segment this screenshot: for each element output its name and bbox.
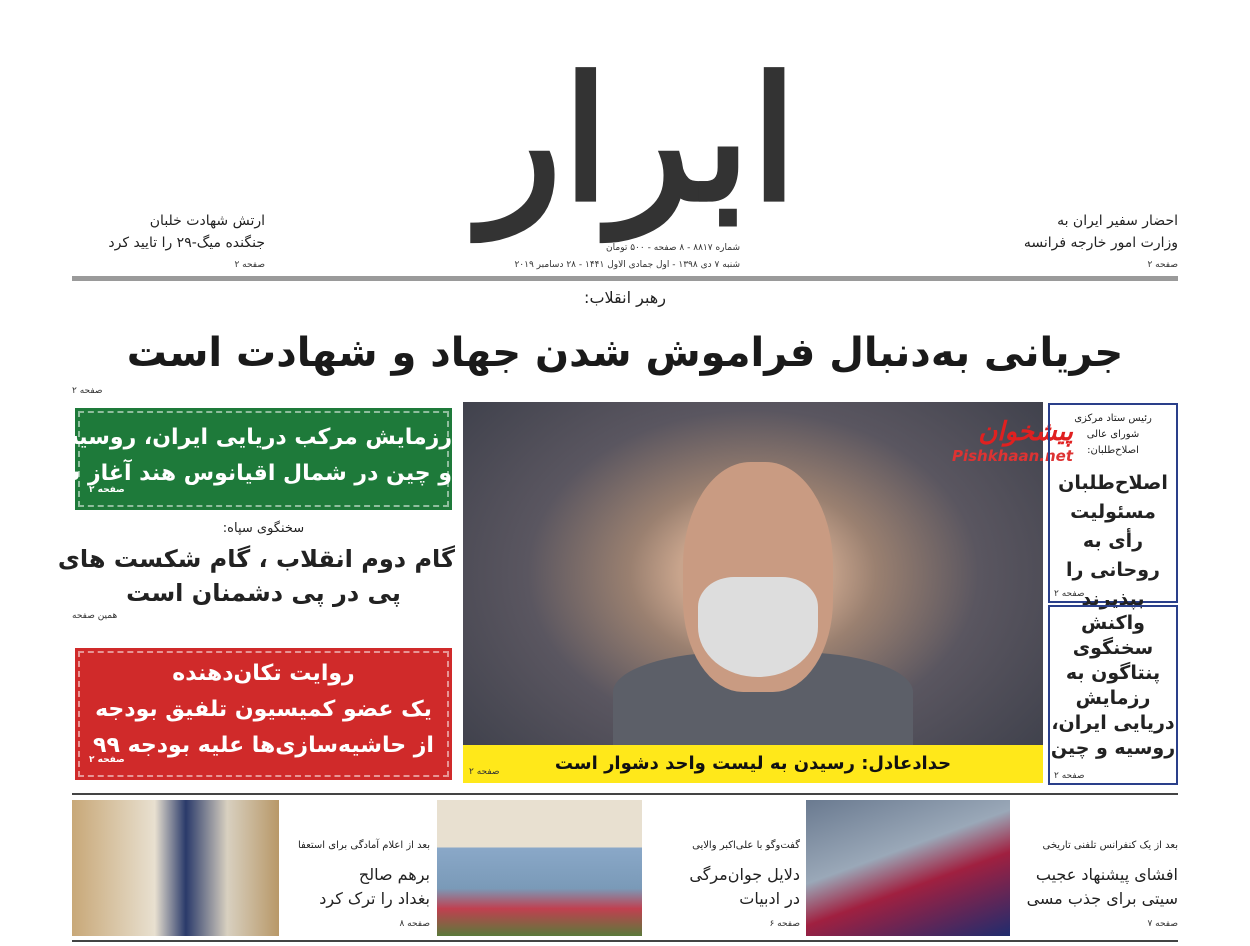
bottom-story-2[interactable]: [645, 840, 800, 929]
box-headline: اصلاح‌طلبان مسئولیت رأی به روحانی را بپذیرند: [1058, 472, 1168, 610]
story-line: افشای پیشنهاد عجیب: [1035, 865, 1178, 884]
box-line: یک عضو کمیسیون تلفیق بودجه: [95, 697, 432, 722]
page-ref: صفحه ۲: [1147, 260, 1178, 270]
newspaper-logo: ابرار: [480, 40, 798, 240]
lead-page-ref: صفحه ۲: [72, 386, 103, 396]
messi-photo[interactable]: [806, 800, 1010, 936]
bottom-rule: [72, 940, 1178, 942]
teaser-line: احضار سفیر ایران به: [1057, 213, 1178, 229]
box-headline: واکنش سخنگوی پنتاگون به رزمایش دریایی ایران، روسیه و چین: [1050, 612, 1176, 759]
page-ref: صفحه ۲: [89, 485, 125, 495]
masthead-rule: [72, 276, 1178, 281]
right-box-1[interactable]: [1048, 403, 1178, 610]
story-kicker: بعد از یک کنفرانس تلفنی تاریخی: [1042, 840, 1178, 851]
irgc-story[interactable]: [57, 520, 455, 622]
box-line: روایت تکان‌دهنده: [172, 661, 355, 686]
page-ref: صفحه ۲: [1054, 589, 1085, 599]
story-line: برهم صالح: [358, 865, 430, 884]
top-left-teaser[interactable]: [70, 210, 265, 276]
page-ref: صفحه ۶: [769, 919, 800, 929]
section-rule: [72, 793, 1178, 795]
story-line: سیتی برای جذب مسی: [1026, 889, 1178, 908]
top-right-teaser[interactable]: [990, 210, 1178, 276]
right-box-2[interactable]: [1048, 605, 1178, 785]
green-news-box[interactable]: [46, 405, 455, 513]
story-kicker: بعد از اعلام آمادگی برای استعفا: [297, 840, 430, 851]
teaser-line: ارتش شهادت خلبان: [149, 213, 265, 229]
box-line: و چین در شمال اقیانوس هند آغاز شد: [46, 461, 452, 486]
teaser-line: وزارت امور خارجه فرانسه: [1023, 235, 1178, 251]
watermark-url: Pishkhaan.net: [951, 447, 1073, 465]
issue-info: [470, 240, 740, 274]
story-line: دلایل جوان‌مرگی: [689, 865, 800, 884]
bottom-story-1[interactable]: [1000, 840, 1178, 929]
story-line: بغداد را ترک کرد: [319, 889, 430, 908]
teaser-line: جنگنده میگ-۲۹ را تایید کرد: [108, 235, 265, 251]
lead-kicker: رهبر انقلاب:: [584, 288, 666, 307]
box-line: از حاشیه‌سازی‌ها علیه بودجه ۹۹: [93, 733, 434, 758]
date-line: شنبه ۷ دی ۱۳۹۸ - اول جمادی الاول ۱۴۴۱ - ۲۸ دسامبر ۲۰۱۹: [514, 260, 740, 270]
red-news-box[interactable]: [72, 645, 455, 783]
story-line: پی در پی دشمنان است: [126, 579, 401, 607]
barham-salih-photo[interactable]: [72, 800, 279, 936]
issue-line: شماره ۸۸۱۷ - ۸ صفحه - ۵۰۰ تومان: [606, 243, 740, 253]
page-ref: صفحه ۲: [1054, 771, 1085, 781]
page-ref: صفحه ۲: [89, 755, 125, 765]
page-ref: صفحه ۷: [1147, 919, 1178, 929]
interview-photo[interactable]: [437, 800, 642, 936]
box-line: رزمایش مرکب دریایی ایران، روسیه: [65, 425, 452, 450]
box-kicker: رئیس ستاد مرکزی شورای عالی اصلاح‌طلبان:: [1074, 413, 1152, 456]
lead-photo[interactable]: [463, 402, 1073, 783]
page-ref: صفحه ۸: [399, 919, 430, 929]
watermark-text: پیشخوان: [978, 417, 1073, 447]
bottom-story-3[interactable]: [282, 840, 430, 929]
page-ref: همین صفحه: [72, 611, 118, 621]
story-line: گام دوم انقلاب ، گام شکست های: [57, 545, 455, 573]
story-line: در ادبیات: [739, 889, 800, 908]
lead-headline[interactable]: جریانی به‌دنبال فراموش شدن جهاد و شهادت است: [126, 330, 1124, 376]
photo-subject-beard: [698, 577, 818, 677]
photo-caption: حدادعادل: رسیدن به لیست واحد دشوار است: [463, 745, 1043, 783]
page-ref: صفحه ۲: [469, 767, 500, 777]
story-kicker: سخنگوی سپاه:: [222, 521, 305, 536]
story-kicker: گفت‌وگو با علی‌اکبر والایی: [692, 840, 800, 851]
page-ref: صفحه ۲: [234, 260, 265, 270]
